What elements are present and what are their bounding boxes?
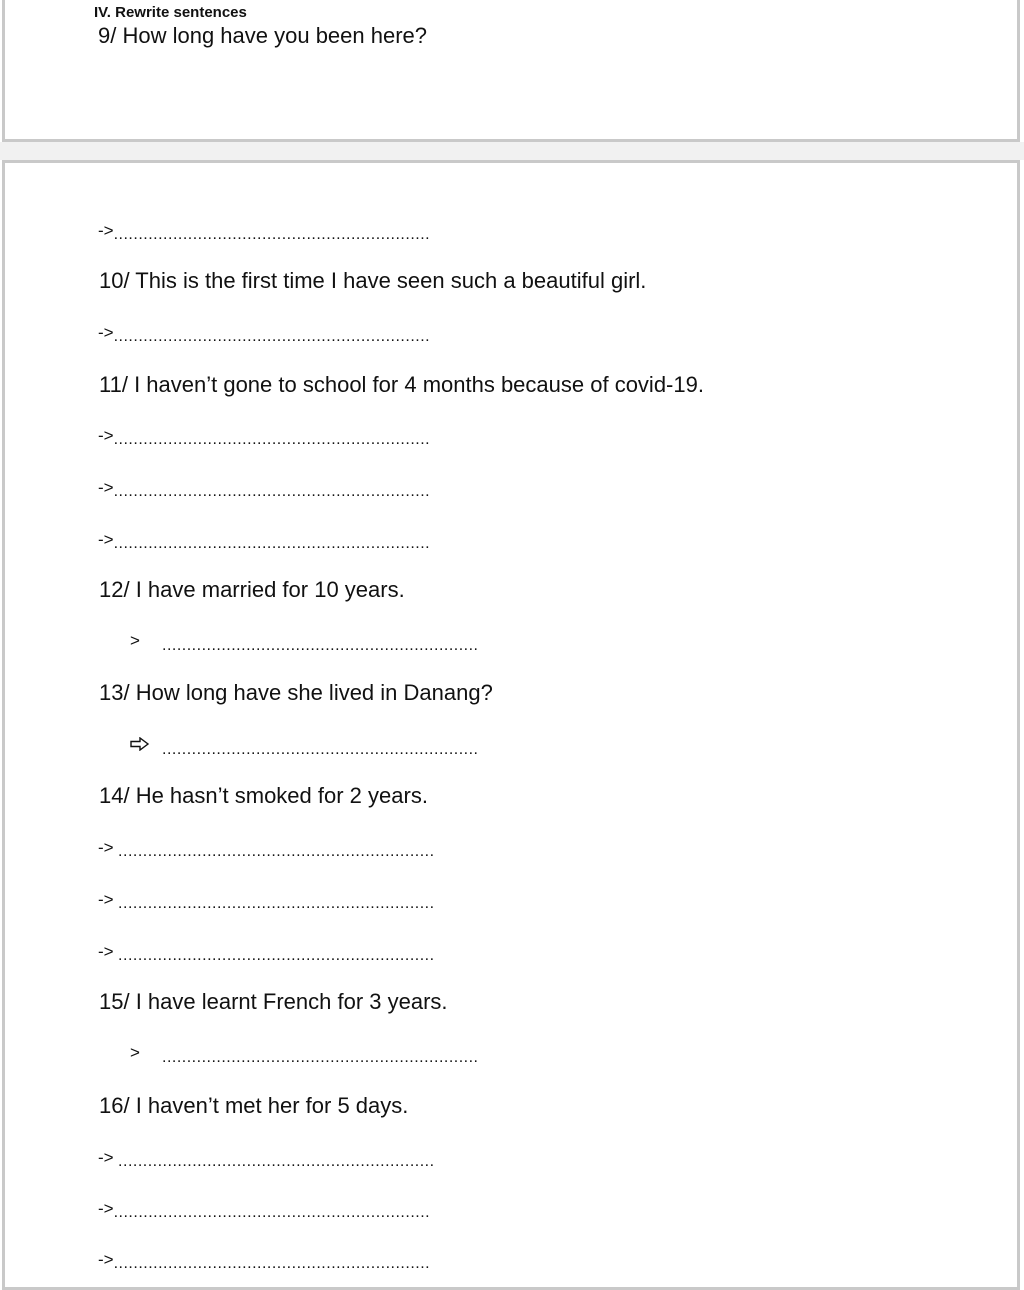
hollow-right-arrow-icon <box>130 737 150 751</box>
answer-blank: ................................................................ <box>162 637 479 654</box>
answer-blank: ................................................................ <box>113 226 431 243</box>
answer-blank: ................................................................ <box>118 1153 435 1170</box>
answer-arrow: -> <box>98 838 114 857</box>
answer-arrow: -> <box>98 323 114 342</box>
answer-blank: ................................................................ <box>118 947 435 964</box>
answer-line <box>98 942 435 966</box>
answer-line <box>98 1250 430 1274</box>
question-16: 16/ I haven’t met her for 5 days. <box>99 1093 409 1118</box>
answer-arrow: -> <box>98 890 114 909</box>
answer-line <box>98 838 435 862</box>
question-9: 9/ How long have you been here? <box>98 23 428 48</box>
question-10: 10/ This is the first time I have seen such a beautiful girl. <box>99 268 647 293</box>
page-gap <box>0 142 1024 160</box>
answer-arrow: -> <box>98 530 114 549</box>
question-13: 13/ How long have she lived in Danang? <box>99 680 493 705</box>
answer-arrow: -> <box>98 1148 114 1167</box>
answer-blank: ................................................................ <box>113 1204 431 1221</box>
answer-line <box>162 737 479 760</box>
answer-line <box>98 426 430 450</box>
top-panel <box>2 0 1020 142</box>
answer-blank: ................................................................ <box>118 843 435 860</box>
answer-arrow: > <box>130 1043 140 1062</box>
answer-arrow: > <box>130 631 140 650</box>
question-15: 15/ I have learnt French for 3 years. <box>99 989 448 1014</box>
answer-line <box>98 530 430 554</box>
answer-line <box>98 323 430 347</box>
answer-blank: ................................................................ <box>118 895 435 912</box>
answer-line <box>162 633 479 656</box>
answer-blank: ................................................................ <box>113 483 431 500</box>
answer-blank: ................................................................ <box>162 741 479 758</box>
question-11: 11/ I haven’t gone to school for 4 months because of covid-19. <box>99 372 704 397</box>
section-title: IV. Rewrite sentences <box>94 4 247 21</box>
answer-blank: ................................................................ <box>113 431 431 448</box>
answer-line <box>98 221 430 245</box>
answer-line <box>162 1045 479 1068</box>
question-14: 14/ He hasn’t smoked for 2 years. <box>99 783 428 808</box>
answer-line <box>98 1148 435 1172</box>
answer-arrow: -> <box>98 1199 114 1218</box>
answer-arrow: -> <box>98 221 114 240</box>
answer-blank: ................................................................ <box>113 1255 431 1272</box>
question-12: 12/ I have married for 10 years. <box>99 577 405 602</box>
answer-arrow: -> <box>98 426 114 445</box>
answer-arrow: -> <box>98 478 114 497</box>
answer-blank: ................................................................ <box>113 535 431 552</box>
answer-arrow: -> <box>98 1250 114 1269</box>
answer-line <box>98 1199 430 1223</box>
answer-blank: ................................................................ <box>162 1049 479 1066</box>
answer-line <box>98 890 435 914</box>
answer-blank: ................................................................ <box>113 328 431 345</box>
answer-arrow: -> <box>98 942 114 961</box>
answer-line <box>98 478 430 502</box>
